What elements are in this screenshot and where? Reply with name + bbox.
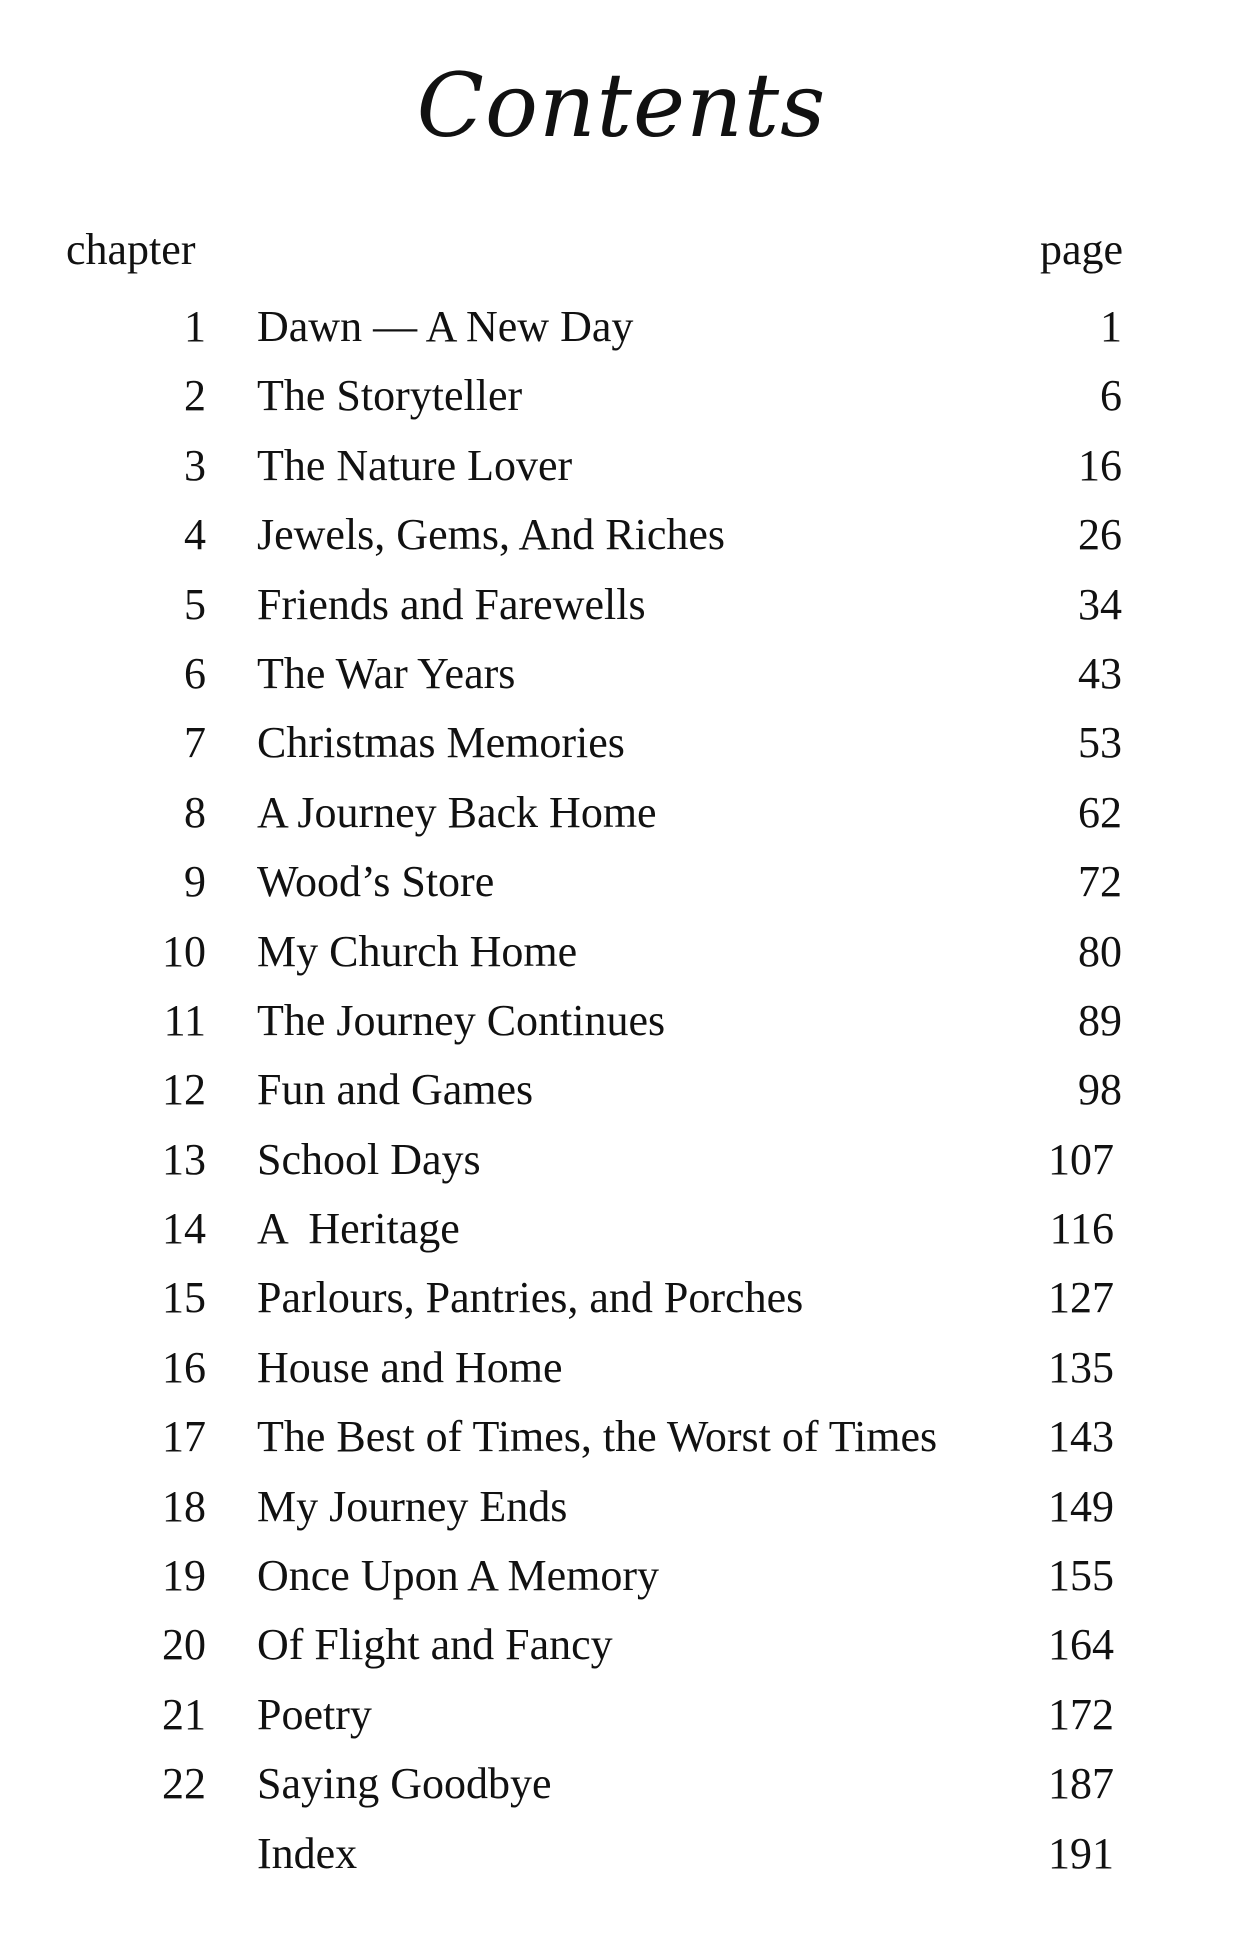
chapter-number: 12 [162,1065,206,1115]
chapter-title: A Heritage [257,1204,460,1254]
toc-entry-5 [0,570,1243,639]
chapter-number: 20 [162,1620,206,1670]
chapter-number: 4 [184,510,206,560]
chapter-title: Of Flight and Fancy [257,1620,613,1670]
page-number: 155 [1048,1551,1114,1601]
chapter-number: 11 [163,995,206,1045]
chapter-column-header: chapter [66,225,196,274]
chapter-title: Parlours, Pantries, and Porches [257,1273,804,1323]
page-number: 34 [1078,579,1122,629]
chapter-number: 13 [162,1134,206,1184]
page-number: 116 [1049,1204,1114,1254]
chapter-title: Saying Goodbye [257,1759,552,1809]
page-number: 98 [1078,1065,1122,1115]
toc-entry-1 [0,292,1243,361]
chapter-number: 3 [184,440,206,490]
toc-entry-14 [0,1194,1243,1263]
toc-entry-6 [0,639,1243,708]
page-number: 127 [1048,1273,1114,1323]
chapter-title: The Storyteller [257,371,523,421]
chapter-number: 18 [162,1481,206,1531]
page-number: 80 [1078,926,1122,976]
chapter-title: House and Home [257,1342,563,1392]
page-number: 164 [1048,1620,1114,1670]
chapter-number: 19 [162,1551,206,1601]
chapter-title: Christmas Memories [257,718,625,768]
page-number: 172 [1048,1689,1114,1739]
toc-entry-9 [0,847,1243,916]
chapter-title: Index [257,1828,358,1878]
chapter-number: 6 [184,648,206,698]
toc-entry-16 [0,1333,1243,1402]
page-number: 135 [1048,1342,1114,1392]
chapter-title: My Journey Ends [257,1481,568,1531]
page-number: 143 [1048,1412,1114,1462]
toc-entry-8 [0,778,1243,847]
chapter-number: 5 [184,579,206,629]
chapter-number: 2 [184,371,206,421]
chapter-number: 10 [162,926,206,976]
chapter-title: The Nature Lover [257,440,573,490]
chapter-title: Fun and Games [257,1065,534,1115]
chapter-number: 21 [162,1689,206,1739]
chapter-number: 15 [162,1273,206,1323]
toc-entry-11 [0,986,1243,1055]
toc-entry-21 [0,1680,1243,1749]
toc-entry-17 [0,1402,1243,1471]
page-number: 107 [1048,1134,1114,1184]
chapter-title: Poetry [257,1689,372,1739]
chapter-title: The Best of Times, the Worst of Times [257,1412,938,1462]
toc-entry-22 [0,1749,1243,1818]
toc-entry-12 [0,1055,1243,1124]
page-number: 191 [1048,1828,1114,1878]
page-number: 187 [1048,1759,1114,1809]
toc-entry-7 [0,708,1243,777]
chapter-title: The Journey Continues [257,995,666,1045]
toc-entry-10 [0,917,1243,986]
chapter-title: Wood’s Store [257,857,495,907]
chapter-number: 7 [184,718,206,768]
toc-entry-13 [0,1125,1243,1194]
toc-entry-20 [0,1610,1243,1679]
chapter-title: The War Years [257,648,516,698]
chapter-title: My Church Home [257,926,578,976]
chapter-title: School Days [257,1134,481,1184]
page-number: 26 [1078,510,1122,560]
page-number: 43 [1078,648,1122,698]
toc-entry-4 [0,500,1243,569]
chapter-number: 17 [162,1412,206,1462]
page-number: 149 [1048,1481,1114,1531]
page-number: 53 [1078,718,1122,768]
page-column-header: page [1040,225,1124,274]
page-number: 16 [1078,440,1122,490]
chapter-number: 1 [184,302,206,351]
page-number: 6 [1100,371,1122,421]
table-of-contents [0,292,1243,1888]
toc-entry-3 [0,431,1243,500]
page-number: 72 [1078,857,1122,907]
toc-entry-18 [0,1472,1243,1541]
chapter-title: Dawn — A New Day [257,302,634,351]
page-number: 62 [1078,787,1122,837]
page-number: 1 [1100,302,1122,351]
chapter-title: Friends and Farewells [257,579,646,629]
chapter-number: 14 [162,1204,206,1254]
toc-entry-19 [0,1541,1243,1610]
page-number: 89 [1078,995,1122,1045]
toc-entry-index [0,1819,1243,1888]
chapter-number: 9 [184,857,206,907]
chapter-title: Once Upon A Memory [257,1551,660,1601]
chapter-number: 16 [162,1342,206,1392]
toc-entry-2 [0,361,1243,430]
chapter-title: A Journey Back Home [257,787,657,837]
chapter-title: Jewels, Gems, And Riches [257,510,726,560]
page-title: Contents [416,54,827,157]
chapter-number: 22 [162,1759,206,1809]
chapter-number: 8 [184,787,206,837]
toc-entry-15 [0,1263,1243,1332]
